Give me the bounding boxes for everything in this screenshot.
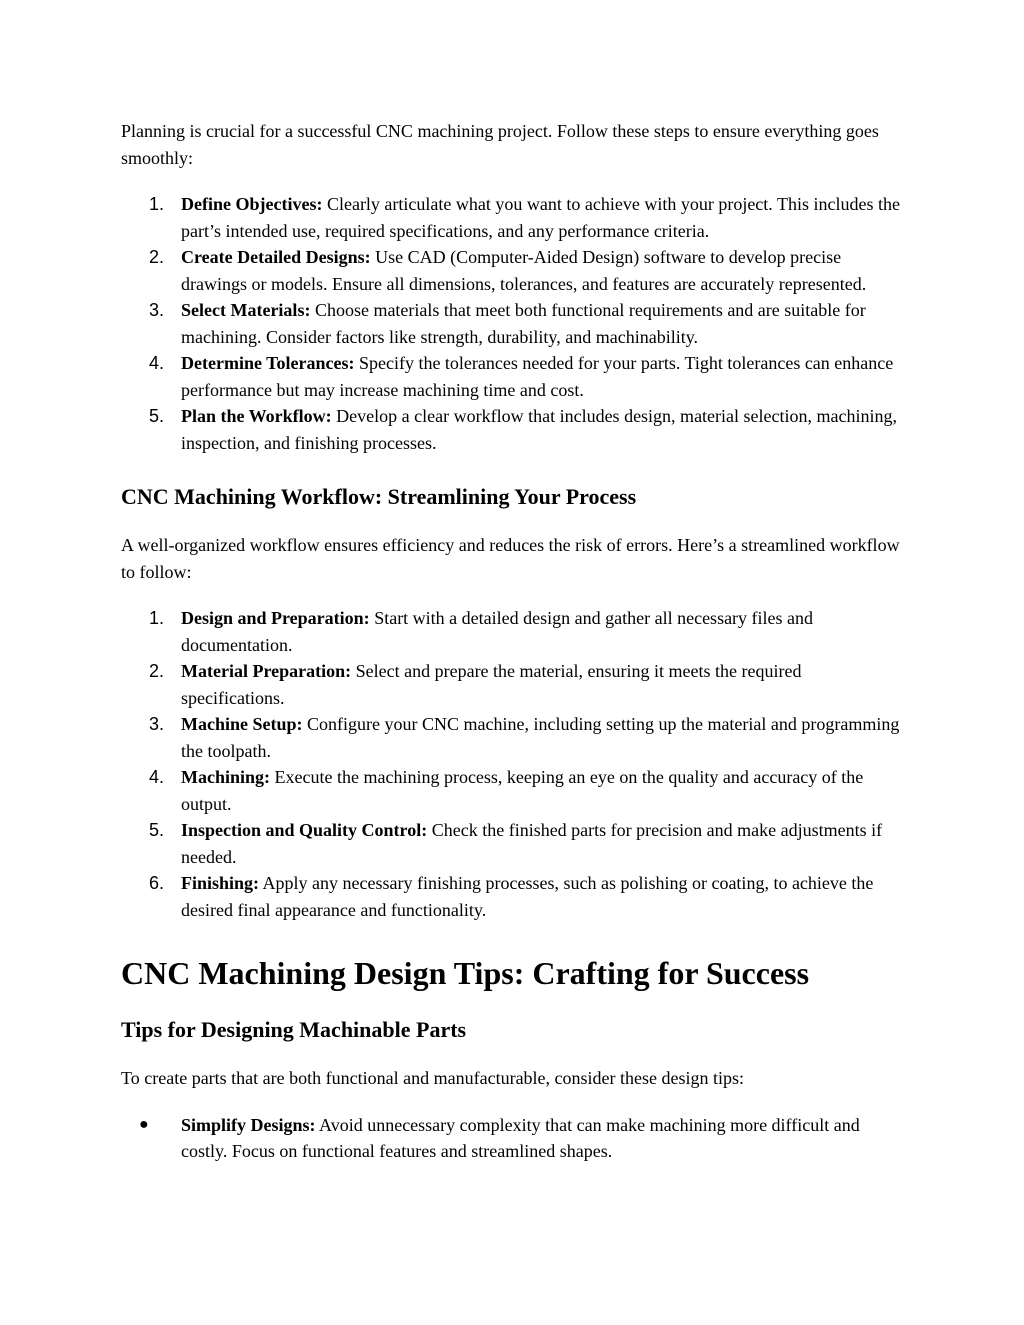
list-item-text: Develop a clear workflow that includes design, material selection, machining, inspection, and finishing processes. — [181, 406, 897, 453]
workflow-heading: CNC Machining Workflow: Streamlining Your Process — [121, 484, 637, 509]
list-number: 4. — [149, 353, 165, 373]
list-number: 6. — [149, 873, 165, 893]
list-number: 3. — [149, 714, 165, 734]
list-item — [121, 711, 901, 764]
list-item — [121, 191, 901, 244]
design-tips-intro-paragraph: To create parts that are both functional and manufacturable, consider these design tips: — [121, 1068, 745, 1088]
list-item-term: Machine Setup: — [181, 714, 303, 734]
list-number: 2. — [149, 661, 165, 681]
list-item-term: Create Detailed Designs: — [181, 247, 371, 267]
list-item-text: Apply any necessary finishing processes, such as polishing or coating, to achieve the desired final appearance and functionality. — [181, 873, 874, 920]
list-item-text: Use CAD (Computer-Aided Design) software to develop precise drawings or models. Ensure all dimensions, tolerances, and features are accurately represented. — [181, 247, 867, 294]
list-item — [121, 1112, 901, 1165]
planning-intro-paragraph: Planning is crucial for a successful CNC machining project. Follow these steps to ensure everything goes smoothly: — [121, 121, 879, 168]
list-number: 5. — [149, 820, 165, 840]
list-item-text: Check the finished parts for precision and make adjustments if needed. — [181, 820, 883, 867]
list-item-text: Specify the tolerances needed for your parts. Tight tolerances can enhance performance but may increase machining time and cost. — [181, 353, 894, 400]
list-number: 1. — [149, 608, 165, 628]
list-item — [121, 244, 901, 297]
list-item-text: Avoid unnecessary complexity that can make machining more difficult and costly. Focus on functional features and streamlined shapes. — [181, 1114, 860, 1161]
list-item-term: Machining: — [181, 767, 271, 787]
workflow-intro-paragraph: A well-organized workflow ensures efficiency and reduces the risk of errors. Here’s a streamlined workflow to follow: — [121, 535, 900, 582]
design-tips-list — [121, 1112, 901, 1165]
list-item — [121, 605, 901, 658]
list-item — [121, 870, 901, 923]
list-item — [121, 764, 901, 817]
list-item — [121, 403, 901, 456]
document-page — [121, 118, 901, 1165]
list-number: 4. — [149, 767, 165, 787]
list-item-term: Finishing: — [181, 873, 260, 893]
list-number: 1. — [149, 194, 165, 214]
list-item-term: Define Objectives: — [181, 194, 323, 214]
list-number: 3. — [149, 300, 165, 320]
list-item — [121, 658, 901, 711]
list-item-term: Plan the Workflow: — [181, 406, 332, 426]
list-item-text: Execute the machining process, keeping an eye on the quality and accuracy of the output. — [181, 767, 864, 814]
bullet-icon: ● — [139, 1115, 149, 1133]
design-tips-heading: CNC Machining Design Tips: Crafting for Success — [121, 955, 810, 991]
list-item-term: Select Materials: — [181, 300, 311, 320]
list-item-text: Start with a detailed design and gather all necessary files and documentation. — [181, 608, 814, 655]
list-item-text: Configure your CNC machine, including setting up the material and programming the toolpath. — [181, 714, 900, 761]
list-item-text: Clearly articulate what you want to achieve with your project. This includes the part’s intended use, required specifications, and any performance criteria. — [181, 194, 900, 241]
list-item-term: Material Preparation: — [181, 661, 352, 681]
workflow-steps-list — [121, 605, 901, 923]
list-item-term: Inspection and Quality Control: — [181, 820, 428, 840]
list-item — [121, 350, 901, 403]
list-item-text: Choose materials that meet both functional requirements and are suitable for machining. Consider factors like strength, durability, and machinability. — [181, 300, 866, 347]
list-number: 2. — [149, 247, 165, 267]
list-item — [121, 817, 901, 870]
list-item-term: Simplify Designs: — [181, 1114, 316, 1135]
list-item-term: Design and Preparation: — [181, 608, 370, 628]
list-number: 5. — [149, 406, 165, 426]
list-item — [121, 297, 901, 350]
list-item-text: Select and prepare the material, ensuring it meets the required specifications. — [181, 661, 802, 708]
list-item-term: Determine Tolerances: — [181, 353, 355, 373]
design-tips-subheading: Tips for Designing Machinable Parts — [121, 1017, 467, 1042]
planning-steps-list — [121, 191, 901, 456]
